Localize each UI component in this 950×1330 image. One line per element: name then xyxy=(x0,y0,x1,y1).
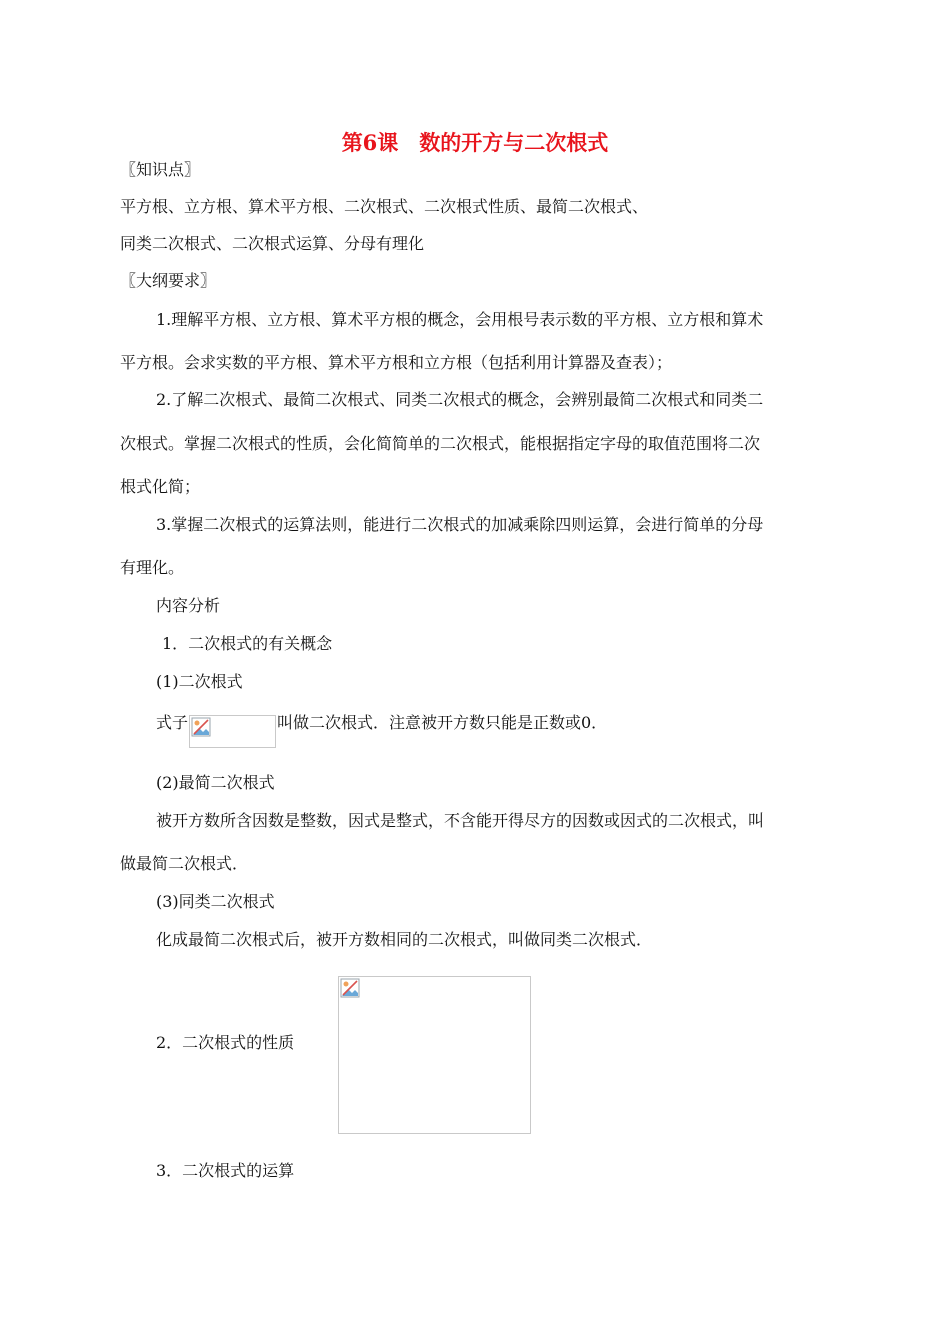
broken-image-icon xyxy=(191,717,211,737)
subsection-1-suffix: 叫做二次根式．注意被开方数只能是正数或0． xyxy=(277,713,608,732)
requirement-1-line-2: 平方根。会求实数的平方根、算术平方根和立方根（包括利用计算器及查表）； xyxy=(120,353,673,372)
section-3-title: 3．二次根式的运算 xyxy=(156,1161,295,1180)
section-2-title: 2．二次根式的性质 xyxy=(156,1033,295,1052)
broken-image-icon xyxy=(340,978,360,998)
subsection-2-line-1: 被开方数所含因数是整数，因式是整式，不含能开得尽方的因数或因式的二次根式，叫 xyxy=(156,811,765,830)
knowledge-line-2: 同类二次根式、二次根式运算、分母有理化 xyxy=(120,234,425,253)
knowledge-line-1: 平方根、立方根、算术平方根、二次根式、二次根式性质、最简二次根式、 xyxy=(120,197,649,216)
subsection-3-title: (3)同类二次根式 xyxy=(156,892,275,911)
subsection-2-line-2: 做最简二次根式． xyxy=(120,854,249,873)
requirement-1-line-1: 1.理解平方根、立方根、算术平方根的概念，会用根号表示数的平方根、立方根和算术 xyxy=(156,310,764,329)
subsection-2-title: (2)最简二次根式 xyxy=(156,773,275,792)
requirement-3-line-2: 有理化。 xyxy=(120,558,185,577)
requirement-2-line-2: 次根式。掌握二次根式的性质，会化简简单的二次根式，能根据指定字母的取值范围将二次 xyxy=(120,434,761,453)
page-title: 第6课 数的开方与二次根式 xyxy=(341,130,609,155)
subsection-3-line-1: 化成最简二次根式后，被开方数相同的二次根式，叫做同类二次根式． xyxy=(156,930,653,949)
subsection-1-prefix: 式子 xyxy=(156,713,189,732)
requirement-3-line-1: 3.掌握二次根式的运算法则，能进行二次根式的加减乘除四则运算，会进行简单的分母 xyxy=(156,515,764,534)
requirement-2-line-1: 2.了解二次根式、最简二次根式、同类二次根式的概念，会辨别最简二次根式和同类二 xyxy=(156,390,764,409)
requirement-2-line-3: 根式化简； xyxy=(120,477,201,496)
subsection-1-title: (1)二次根式 xyxy=(156,672,243,691)
properties-formula-image xyxy=(338,976,531,1134)
radical-formula-image xyxy=(189,715,276,748)
knowledge-header: 〖知识点〗 xyxy=(120,160,201,179)
analysis-header: 内容分析 xyxy=(156,596,221,615)
outline-header: 〖大纲要求〗 xyxy=(120,271,217,290)
section-1-title: 1．二次根式的有关概念 xyxy=(162,634,333,653)
